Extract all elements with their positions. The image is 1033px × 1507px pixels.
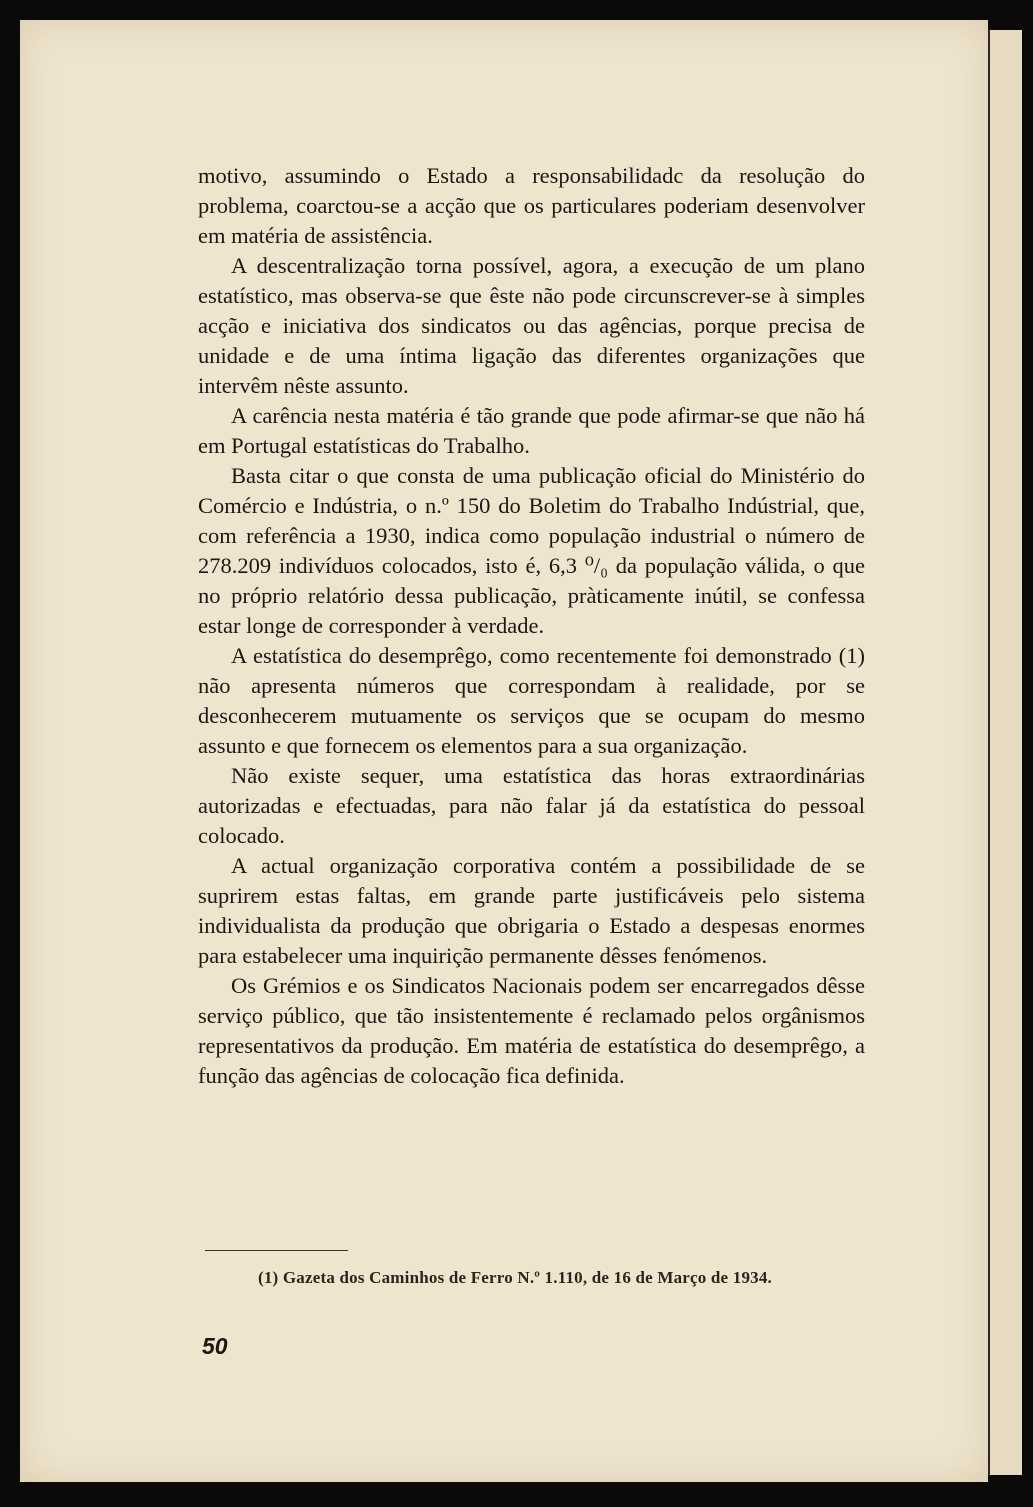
paragraph-3: A carência nesta matéria é tão grande que pode afirmar-se que não há em Portugal estatísticas do Trabalho. <box>198 403 865 458</box>
page-number: 50 <box>202 1333 228 1359</box>
paragraph-4: Basta citar o que consta de uma publicação oficial do Ministério do Comércio e Indústria, o n.º 150 do Boletim do Trabalho Indústrial, que, com referência a 1930, indica como população industrial o número de 278.209 indivíduos colocados, isto é, 6,3 ⁰/₀ da população válida, o que no próprio relatório dessa publicação, pràticamente inútil, se confessa estar longe de corresponder à verdade. <box>198 463 865 638</box>
paragraph-7: A actual organização corporativa contém a possibilidade de se suprirem estas faltas, em grande parte justificáveis pelo sistema individualista da produção que obrigaria o Estado a despesas enormes para estabelecer uma inquirição permanente dêsses fenómenos. <box>198 853 865 968</box>
paragraph-1: motivo, assumindo o Estado a responsabilidadc da resolução do problema, coarctou-se a acção que os particulares poderiam desenvolver em matéria de assistência. <box>198 163 865 248</box>
paragraph-2: A descentralização torna possível, agora, a execução de um plano estatístico, mas observa-se que êste não pode circunscrever-se à simples acção e iniciativa dos sindicatos ou das agências, porque precisa de unidade e de uma íntima ligação das diferentes organizações que intervêm nêste assunto. <box>198 253 865 398</box>
next-page-edge <box>988 30 1022 1475</box>
main-text <box>198 161 865 1091</box>
paragraph-8: Os Grémios e os Sindicatos Nacionais podem ser encarregados dêsse serviço público, que tão insistentemente é reclamado pelos orgânismos representativos da produção. Em matéria de estatística do desemprêgo, a função das agências de colocação fica definida. <box>198 973 865 1088</box>
paragraph-5: A estatística do desemprêgo, como recentemente foi demonstrado (1) não apresenta números que correspondam à realidade, por se desconhecerem mutuamente os serviços que se ocupam do mesmo assunto e que fornecem os elementos para a sua organização. <box>198 643 865 758</box>
paragraph-6: Não existe sequer, uma estatística das horas extraordinárias autorizadas e efectuadas, para não falar já da estatística do pessoal colocado. <box>198 763 865 848</box>
footnote-rule <box>205 1250 348 1251</box>
footnote: (1) Gazeta dos Caminhos de Ferro N.º 1.110, de 16 de Março de 1934. <box>258 1268 773 1287</box>
